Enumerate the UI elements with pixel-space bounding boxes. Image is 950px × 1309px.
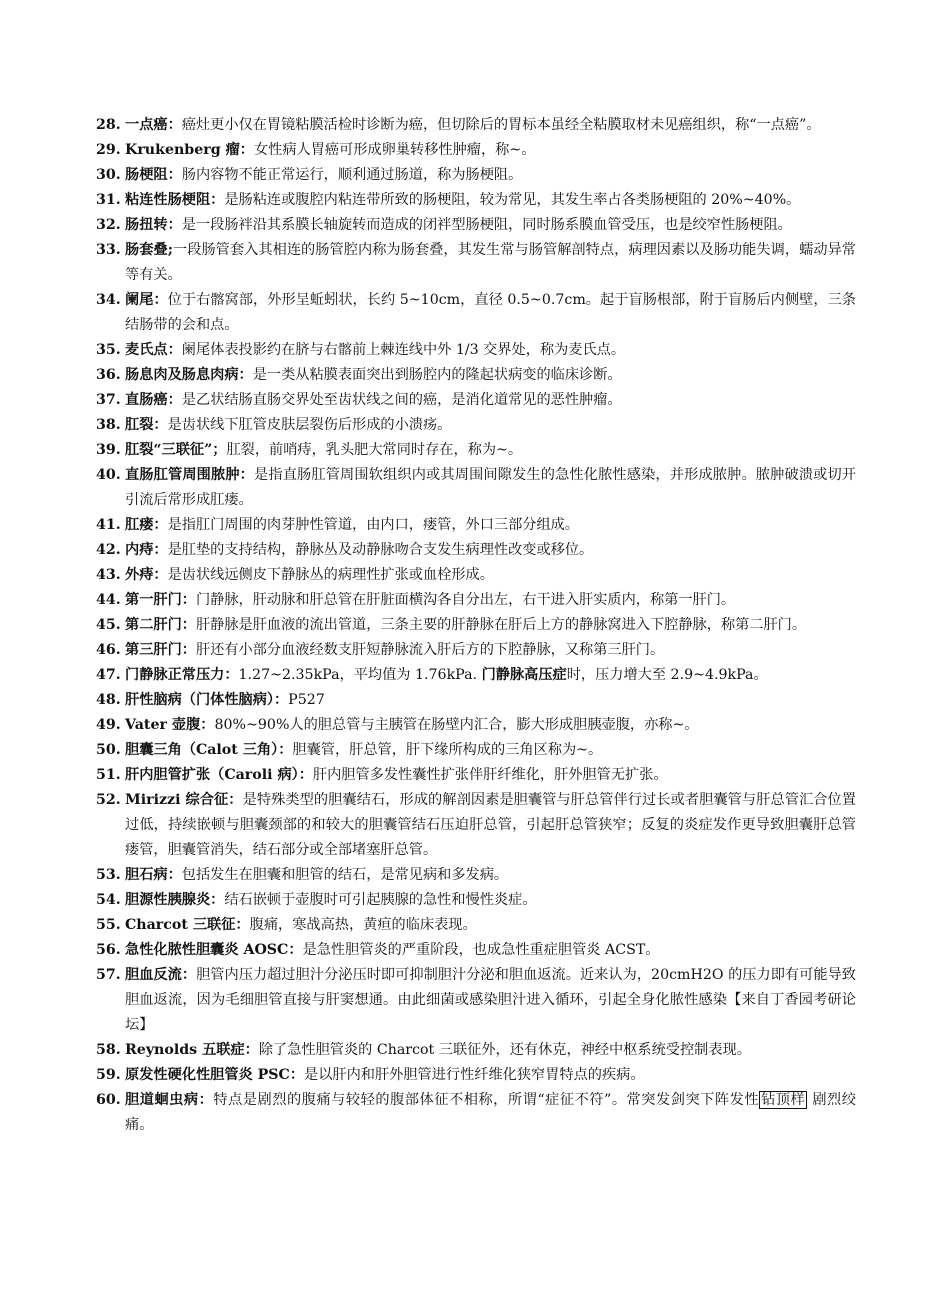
entry-term: 第二肝门：	[125, 617, 196, 633]
entry-definition: 是一段肠袢沿其系膜长轴旋转而造成的闭袢型肠梗阻，同时肠系膜血管受压，也是绞窄性肠梗阻。	[181, 217, 792, 233]
entry-body	[125, 613, 856, 638]
entry-number: 51.	[96, 767, 121, 783]
entry-definition: 80%~90%人的胆总管与主胰管在肠壁内汇合，膨大形成胆胰壶腹，亦称~。	[214, 717, 699, 733]
entry-term: 胆源性胰腺炎：	[125, 892, 225, 908]
glossary-entry	[96, 213, 856, 238]
entry-definition: 肝还有小部分血液经数支肝短静脉流入肝后方的下腔静脉，又称第三肝门。	[195, 642, 665, 658]
entry-definition: 包括发生在胆囊和胆管的结石，是常见病和多发病。	[181, 867, 509, 883]
glossary-entry	[96, 288, 856, 338]
entry-term: 胆石病：	[125, 867, 182, 883]
entry-body	[125, 438, 856, 463]
entry-number: 52.	[96, 792, 121, 808]
entry-number: 38.	[96, 417, 121, 433]
entry-definition: 1.27~2.35kPa，平均值为 1.76kPa.	[238, 667, 482, 683]
entry-body	[125, 238, 856, 288]
entry-body	[125, 213, 856, 238]
entry-definition: 阑尾体表投影约在脐与右髂前上棘连线中外 1/3 交界处，称为麦氏点。	[181, 342, 626, 358]
entry-number: 59.	[96, 1067, 121, 1083]
entry-number: 29.	[96, 142, 121, 158]
glossary-entry	[96, 1088, 856, 1138]
document-page	[96, 113, 856, 1138]
entry-number: 57.	[96, 967, 121, 983]
entry-number: 56.	[96, 942, 121, 958]
entry-body	[125, 638, 856, 663]
entry-body	[125, 188, 856, 213]
entry-number: 34.	[96, 292, 121, 308]
glossary-entry	[96, 513, 856, 538]
glossary-entry	[96, 338, 856, 363]
entry-number: 31.	[96, 192, 121, 208]
entry-body	[125, 663, 856, 688]
entry-definition: 腹痛，寒战高热，黄疸的临床表现。	[249, 917, 477, 933]
glossary-entry	[96, 413, 856, 438]
entry-definition: 位于右髂窝部，外形呈蚯蚓状，长约 5~10cm，直径 0.5~0.7cm。起于盲肠根部，附于盲肠后内侧壁，三条结肠带的会和点。	[125, 292, 856, 333]
entry-term: 原发性硬化性胆管炎 PSC：	[125, 1067, 305, 1083]
entry-number: 54.	[96, 892, 121, 908]
glossary-entry	[96, 863, 856, 888]
entry-term: 内痔：	[125, 542, 168, 558]
entry-definition: 胆管内压力超过胆汁分泌压时即可抑制胆汁分泌和胆血返流。近来认为，20cmH2O 的压力即有可能导致胆血返流，因为毛细胆管直接与肝窦想通。由此细菌或感染胆汁进入循环，引起全身化脓性感染【来自丁香园考研论坛】	[125, 967, 856, 1033]
entry-definition: 是指直肠肛管周围软组织内或其周围间隙发生的急性化脓性感染，并形成脓肿。脓肿破溃或切开引流后常形成肛瘘。	[125, 467, 856, 508]
entry-definition: 是指肛门周围的肉芽肿性管道，由内口，瘘管，外口三部分组成。	[167, 517, 580, 533]
entry-body	[125, 738, 856, 763]
entry-number: 44.	[96, 592, 121, 608]
entry-body	[125, 338, 856, 363]
entry-body	[125, 413, 856, 438]
entry-number: 39.	[96, 442, 121, 458]
entry-term: 肠息肉及肠息肉病：	[125, 367, 253, 383]
glossary-entry	[96, 713, 856, 738]
entry-body	[125, 1063, 856, 1088]
entry-number: 33.	[96, 242, 121, 258]
entry-term: 直肠癌：	[125, 392, 182, 408]
glossary-entry	[96, 688, 856, 713]
entry-body	[125, 538, 856, 563]
entry-term: 肝内胆管扩张（Caroli 病）：	[125, 767, 313, 783]
entry-definition: 胆囊管，肝总管，肝下缘所构成的三角区称为~。	[292, 742, 603, 758]
glossary-entry	[96, 188, 856, 213]
entry-term: 麦氏点：	[125, 342, 182, 358]
entry-body	[125, 113, 856, 138]
entry-term: 急性化脓性胆囊炎 AOSC：	[125, 942, 303, 958]
entry-term: 直肠肛管周围脓肿：	[125, 467, 255, 483]
entry-definition: 癌灶更小仅在胃镜粘膜活检时诊断为癌，但切除后的胃标本虽经全粘膜取材未见癌组织，称“一点癌”。	[181, 117, 821, 133]
glossary-entry	[96, 938, 856, 963]
entry-body	[125, 1038, 856, 1063]
entry-body	[125, 388, 856, 413]
entry-body	[125, 713, 856, 738]
entry-body	[125, 763, 856, 788]
entry-definition: 门静脉，肝动脉和肝总管在肝脏面横沟各自分出左，右干进入肝实质内，称第一肝门。	[195, 592, 736, 608]
entry-number: 40.	[96, 467, 121, 483]
entry-definition-continued: 时，压力增大至 2.9~4.9kPa。	[566, 667, 768, 683]
entry-term: 胆囊三角（Calot 三角）：	[125, 742, 293, 758]
glossary-entry	[96, 788, 856, 863]
entry-definition: 除了急性胆管炎的 Charcot 三联征外，还有休克，神经中枢系统受控制表现。	[258, 1042, 751, 1058]
entry-body	[125, 1088, 856, 1138]
entry-number: 55.	[96, 917, 121, 933]
entry-definition-continued: 剧烈绞痛。	[125, 1092, 856, 1133]
entry-term: Charcot 三联征：	[125, 917, 250, 933]
entry-number: 53.	[96, 867, 121, 883]
glossary-entry	[96, 663, 856, 688]
entry-term: 肠梗阻：	[125, 167, 182, 183]
entry-body	[125, 913, 856, 938]
entry-body	[125, 863, 856, 888]
entry-definition: 是乙状结肠直肠交界处至齿状线之间的癌，是消化道常见的恶性肿瘤。	[181, 392, 622, 408]
entry-number: 47.	[96, 667, 121, 683]
entry-term: 第一肝门：	[125, 592, 196, 608]
glossary-entry	[96, 113, 856, 138]
entry-term: 门静脉正常压力：	[125, 667, 239, 683]
entry-term: Reynolds 五联症：	[125, 1042, 259, 1058]
entry-term: 肛裂：	[125, 417, 168, 433]
glossary-entry	[96, 613, 856, 638]
entry-term: 肛裂“三联征”；	[125, 442, 227, 458]
glossary-entry	[96, 738, 856, 763]
entry-term: 一点癌：	[125, 117, 182, 133]
glossary-entry	[96, 138, 856, 163]
glossary-entry	[96, 763, 856, 788]
entry-number: 30.	[96, 167, 121, 183]
glossary-entry	[96, 438, 856, 463]
boxed-term: 钻顶样	[761, 1092, 806, 1108]
entry-number: 58.	[96, 1042, 121, 1058]
entry-number: 36.	[96, 367, 121, 383]
entry-body	[125, 138, 856, 163]
entry-body	[125, 588, 856, 613]
entry-term: 第三肝门：	[125, 642, 196, 658]
glossary-entry	[96, 588, 856, 613]
glossary-entry	[96, 1063, 856, 1088]
entry-definition: 女性病人胃癌可形成卵巢转移性肿瘤，称~。	[253, 142, 536, 158]
entry-definition: 是以肝内和肝外胆管进行性纤维化狭窄胃特点的疾病。	[304, 1067, 645, 1083]
entry-number: 35.	[96, 342, 121, 358]
glossary-entry	[96, 163, 856, 188]
glossary-entry	[96, 1038, 856, 1063]
entry-number: 46.	[96, 642, 121, 658]
entry-body	[125, 163, 856, 188]
entry-definition: 是急性胆管炎的严重阶段，也成急性重症胆管炎 ACST。	[302, 942, 660, 958]
entry-number: 45.	[96, 617, 121, 633]
entry-term: 胆道蛔虫病：	[125, 1092, 214, 1108]
glossary-entry	[96, 388, 856, 413]
entry-term-secondary: 门静脉高压症	[481, 667, 567, 683]
entry-definition: 肠内容物不能正常运行，顺利通过肠道，称为肠梗阻。	[181, 167, 523, 183]
entry-number: 49.	[96, 717, 121, 733]
entry-number: 37.	[96, 392, 121, 408]
entry-definition: 肛裂，前哨痔，乳头肥大常同时存在，称为~。	[226, 442, 523, 458]
entry-body	[125, 363, 856, 388]
entry-definition: 是一类从粘膜表面突出到肠腔内的隆起状病变的临床诊断。	[252, 367, 622, 383]
entry-definition: P527	[288, 692, 325, 708]
entry-body	[125, 288, 856, 338]
entry-definition: 是齿状线远侧皮下静脉丛的病理性扩张或血栓形成。	[167, 567, 494, 583]
entry-number: 32.	[96, 217, 121, 233]
entry-term: 胆血反流：	[125, 967, 197, 983]
glossary-entry	[96, 363, 856, 388]
entry-definition: 肝静脉是肝血液的流出管道，三条主要的肝静脉在肝后上方的静脉窝进入下腔静脉，称第二肝门。	[195, 617, 807, 633]
entry-body	[125, 688, 856, 713]
entry-body	[125, 463, 856, 513]
entry-term: Vater 壶腹：	[125, 717, 215, 733]
glossary-entry	[96, 913, 856, 938]
glossary-entry	[96, 888, 856, 913]
entry-term: 粘连性肠梗阻：	[125, 192, 225, 208]
entry-definition: 是齿状线下肛管皮肤层裂伤后形成的小溃疡。	[167, 417, 452, 433]
glossary-entry	[96, 463, 856, 513]
entry-definition: 特点是剧烈的腹痛与较轻的腹部体征不相称，所谓“症征不符”。常突发剑突下阵发性	[213, 1092, 760, 1108]
entry-number: 42.	[96, 542, 121, 558]
entry-term: 肝性脑病（门体性脑病）：	[125, 692, 289, 708]
entry-definition: 结石嵌顿于壶腹时可引起胰腺的急性和慢性炎症。	[224, 892, 537, 908]
entry-definition: 是特殊类型的胆囊结石，形成的解剖因素是胆囊管与肝总管伴行过长或者胆囊管与肝总管汇合位置过低，持续嵌顿与胆囊颈部的和较大的胆囊管结石压迫肝总管，引起肝总管狭窄；反复的炎症发作更导致胆囊肝总管瘘管，胆囊管消失，结石部分或全部堵塞肝总管。	[125, 792, 856, 858]
entry-term: 阑尾：	[125, 292, 168, 308]
entry-body	[125, 513, 856, 538]
entry-body	[125, 938, 856, 963]
entry-term: Krukenberg 瘤：	[125, 142, 254, 158]
glossary-entry	[96, 238, 856, 288]
glossary-entry	[96, 963, 856, 1038]
entry-definition: 是肛垫的支持结构，静脉丛及动静脉吻合支发生病理性改变或移位。	[167, 542, 594, 558]
entry-number: 50.	[96, 742, 121, 758]
entry-number: 48.	[96, 692, 121, 708]
entry-term: 外痔：	[125, 567, 168, 583]
entry-number: 60.	[96, 1092, 121, 1108]
glossary-entry	[96, 563, 856, 588]
entry-definition: 是肠粘连或腹腔内粘连带所致的肠梗阻，较为常见，其发生率占各类肠梗阻的 20%~40%。	[224, 192, 801, 208]
entry-term: 肠扭转：	[125, 217, 182, 233]
entry-definition: 肝内胆管多发性囊性扩张伴肝纤维化，肝外胆管无扩张。	[312, 767, 668, 783]
entry-definition: 一段肠管套入其相连的肠管腔内称为肠套叠，其发生常与肠管解剖特点，病理因素以及肠功能失调，蠕动异常等有关。	[125, 242, 856, 283]
entry-term: 肠套叠;	[125, 242, 173, 258]
entry-term: Mirizzi 综合征：	[125, 792, 243, 808]
entry-number: 28.	[96, 117, 121, 133]
entry-body	[125, 963, 856, 1038]
glossary-entry	[96, 638, 856, 663]
entry-body	[125, 563, 856, 588]
entry-number: 43.	[96, 567, 121, 583]
entry-body	[125, 888, 856, 913]
glossary-entry	[96, 538, 856, 563]
entry-number: 41.	[96, 517, 121, 533]
entry-term: 肛瘘：	[125, 517, 168, 533]
entry-body	[125, 788, 856, 863]
